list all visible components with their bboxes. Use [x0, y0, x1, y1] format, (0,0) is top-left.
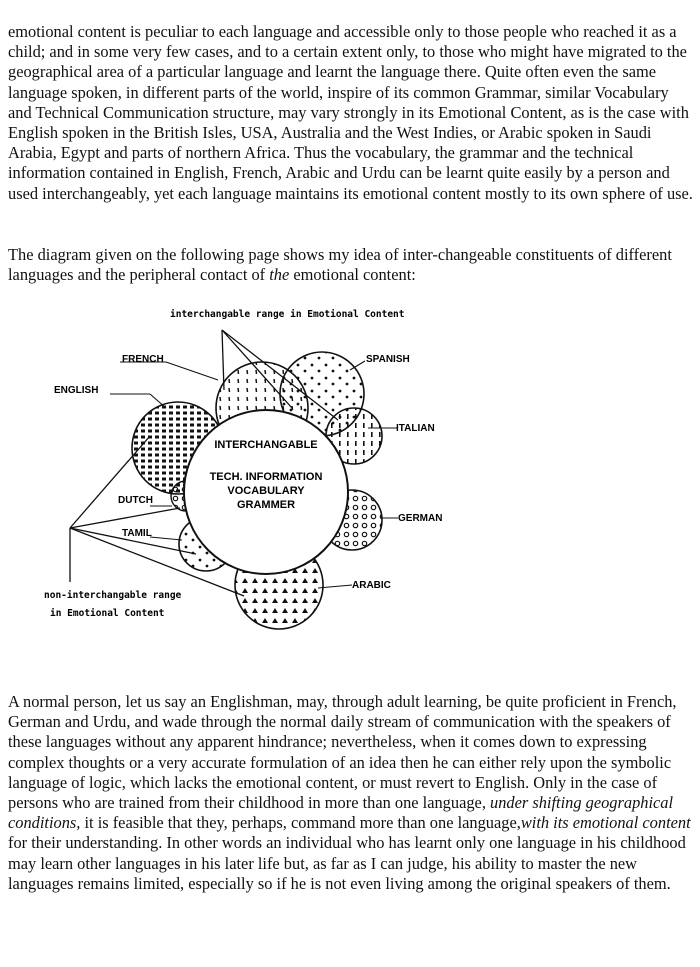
paragraph-2-text-after: emotional content: [289, 265, 416, 285]
paragraph-2-italic: the [269, 265, 290, 285]
label-italian: ITALIAN [396, 423, 435, 434]
label-dutch: DUTCH [118, 495, 153, 506]
paragraph-3-part2: it is feasible that they, perhaps, command more than one language, [80, 813, 521, 833]
paragraph-3-part1: A normal person, let us say an Englishman, may, through adult learning, be quite proficient in French, German and Urdu, and wade through the normal daily stream of communication with the speakers of these languages without any apparent hindrance; nevertheless, when it comes down to expressing complex thoughts or a very accurate formulation of an idea then he can either rely upon the symbolic language of logic, which lacks the emotional content, or must revert to English. Only in the case of persons who are trained from their childhood in more than one language, [8, 692, 677, 813]
label-english: ENGLISH [54, 385, 99, 396]
center-grammer: GRAMMER [236, 499, 296, 511]
paragraph-1-text: emotional content is peculiar to each language and accessible only to those people who reached it as a child; and in some very few cases, and to a certain extent only, to those who might have migrated to the geographical area of a particular language and learnt the language there. Quite often even the same language spoken, in different parts of the world, inspire of its common Grammar, similar Vocabulary and Technical Communication structure, may vary strongly in its Emotional Content, as is the case with English spoken in the British Isles, USA, Australia and the West Indies, or Arabic spoken in Saudi Arabia, Egypt and parts of northern Africa. Thus the vocabulary, the grammar and the technical information contained in English, French, Arabic and Urdu can be learnt quite easily by a person and used interchangeably, yet each language maintains its emotional content mostly to its own sphere of use. [8, 22, 693, 203]
paragraph-3-part3: for their understanding. In other words an individual who has learnt only one language in his childhood may learn other languages in his later life but, as far as I can judge, his ability to master the new languages remains limited, especially so if he is not even living among the original speakers of them. [8, 833, 686, 893]
label-arabic: ARABIC [352, 580, 391, 591]
paragraph-2 [8, 245, 694, 285]
bottom-caption-line2: in Emotional Content [50, 608, 165, 619]
bottom-caption-line1: non-interchangable range [44, 590, 182, 601]
top-caption: interchangable range in Emotional Content [170, 309, 405, 320]
paragraph-3-italic2: with its emotional content [520, 813, 691, 833]
label-spanish: SPANISH [366, 354, 410, 365]
label-german: GERMAN [398, 513, 443, 524]
paragraph-1 [8, 22, 694, 204]
label-tamil: TAMIL [122, 528, 152, 539]
paragraph-2-text-before: The diagram given on the following page shows my idea of inter-changeable constituents of different languages and the peripheral contact of [8, 245, 672, 285]
paragraph-3-italic1: under shifting geographical conditions, [8, 793, 674, 833]
label-french: FRENCH [122, 354, 164, 365]
paragraph-3 [8, 692, 694, 894]
center-vocabulary: VOCABULARY [227, 485, 305, 497]
center-interchangable: INTERCHANGABLE [214, 439, 318, 451]
language-diagram [0, 296, 700, 676]
center-tech-information: TECH. INFORMATION [209, 471, 323, 483]
